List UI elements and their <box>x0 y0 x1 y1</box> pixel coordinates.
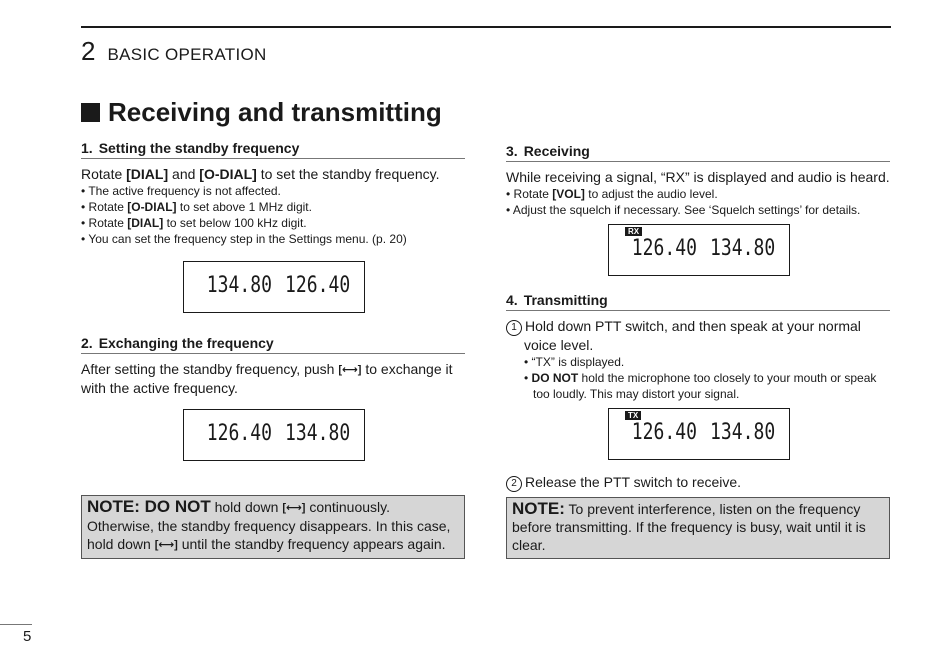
text-run: hold down <box>210 499 283 515</box>
text-run: to set the standby frequency. <box>256 166 440 182</box>
o-dial-key: [O-DIAL] <box>199 166 257 182</box>
lcd-display <box>183 409 365 461</box>
intro-paragraph <box>81 165 465 183</box>
lcd-display <box>608 408 790 460</box>
active-frequency: 126.40 <box>206 421 272 446</box>
chapter-header <box>81 36 267 66</box>
text-run: to exchange it with the active frequency. <box>81 361 453 396</box>
text-run: • Rotate <box>506 187 553 201</box>
bullet-item <box>81 199 465 215</box>
note-box <box>506 497 890 559</box>
exchange-key-icon: [⟷] <box>282 502 306 514</box>
step-text: Release the PTT switch to receive. <box>525 474 742 490</box>
text-run: • Rotate <box>81 216 128 230</box>
text-run: • <box>524 371 532 385</box>
text-run: After setting the standby frequency, push <box>81 361 339 377</box>
bullet-item <box>81 215 465 231</box>
active-frequency: 126.40 <box>631 420 697 445</box>
lcd-display <box>608 224 790 276</box>
body-paragraph <box>81 360 465 397</box>
rx-indicator: RX <box>625 227 642 236</box>
bullet-item <box>506 186 890 202</box>
page-number: 5 <box>23 628 32 645</box>
bullet-item: • Adjust the squelch if necessary. See ‘Squelch settings’ for details. <box>506 203 861 217</box>
chapter-title: BASIC OPERATION <box>107 45 267 64</box>
right-column <box>506 143 890 559</box>
standby-frequency: 134.80 <box>285 421 351 446</box>
section-transmitting <box>506 292 890 559</box>
standby-frequency: 134.80 <box>710 236 776 261</box>
chapter-number: 2 <box>81 36 96 66</box>
section-heading-text: Receiving <box>523 143 590 159</box>
step-one <box>506 317 890 354</box>
bullet-item <box>524 370 890 402</box>
page-title-text: Receiving and transmitting <box>108 97 442 127</box>
active-frequency: 126.40 <box>631 236 697 261</box>
text-run: • Rotate <box>81 200 128 214</box>
note-box <box>81 495 465 559</box>
text-run: to set above 1 MHz digit. <box>176 200 312 214</box>
square-bullet-icon <box>81 103 100 122</box>
note-text: To prevent interference, listen on the frequency before transmitting. If the frequency is busy, wait until it is clear. <box>512 501 866 553</box>
text-run: to adjust the audio level. <box>584 187 718 201</box>
section-number: 2. <box>81 335 93 351</box>
footer-rule <box>0 624 32 625</box>
page-title <box>81 97 442 128</box>
section-exchange-frequency <box>81 335 465 559</box>
section-heading <box>506 143 890 162</box>
body-paragraph: While receiving a signal, “RX” is displayed and audio is heard. <box>506 169 890 185</box>
dial-key: [DIAL] <box>126 166 169 182</box>
section-number: 1. <box>81 140 93 156</box>
text-run: hold the microphone too closely to your mouth or speak too loudly. This may distort your signal. <box>533 371 877 401</box>
section-heading-text: Transmitting <box>523 292 608 308</box>
step-marker-1: 1 <box>506 320 522 336</box>
step-two <box>506 473 890 492</box>
exchange-key-icon: [⟷] <box>338 364 362 376</box>
section-heading <box>81 140 465 159</box>
lcd-digits <box>625 236 776 261</box>
warning-keyword: DO NOT <box>531 371 579 385</box>
section-number: 4. <box>506 292 518 308</box>
lcd-display <box>183 261 365 313</box>
bullet-item: • You can set the frequency step in the Settings menu. (p. 20) <box>81 232 407 246</box>
section-number: 3. <box>506 143 518 159</box>
dial-key: [DIAL] <box>127 216 164 230</box>
step-text: Hold down PTT switch, and then speak at your normal voice level. <box>524 318 861 353</box>
section-heading <box>506 292 890 311</box>
bullet-item: • “TX” is displayed. <box>524 355 625 369</box>
note-label: NOTE: <box>512 499 565 518</box>
exchange-key-icon: [⟷] <box>154 539 178 551</box>
section-receiving <box>506 143 890 276</box>
o-dial-key: [O-DIAL] <box>127 200 177 214</box>
section-standby-frequency <box>81 140 465 313</box>
left-column <box>81 140 465 559</box>
text-run: until the standby frequency appears again. <box>177 536 446 552</box>
section-heading-text: Setting the standby frequency <box>98 140 300 156</box>
lcd-digits <box>200 273 351 298</box>
text-run: Rotate <box>81 166 127 182</box>
vol-key: [VOL] <box>552 187 585 201</box>
bullet-item: • The active frequency is not affected. <box>81 184 281 198</box>
text-run: continuously. Otherwise, the standby frequency disappears. In this case, hold down <box>87 499 451 552</box>
text-run: to set below 100 kHz digit. <box>163 216 307 230</box>
text-run: and <box>168 166 200 182</box>
header-rule <box>81 26 891 28</box>
lcd-digits <box>625 420 776 445</box>
note-label: NOTE: DO NOT <box>87 497 211 516</box>
standby-frequency: 126.40 <box>285 273 351 298</box>
standby-frequency: 134.80 <box>710 420 776 445</box>
tx-indicator: TX <box>625 411 641 420</box>
lcd-digits <box>200 421 351 446</box>
section-heading <box>81 335 465 354</box>
active-frequency: 134.80 <box>206 273 272 298</box>
section-heading-text: Exchanging the frequency <box>98 335 274 351</box>
step-marker-2: 2 <box>506 476 522 492</box>
